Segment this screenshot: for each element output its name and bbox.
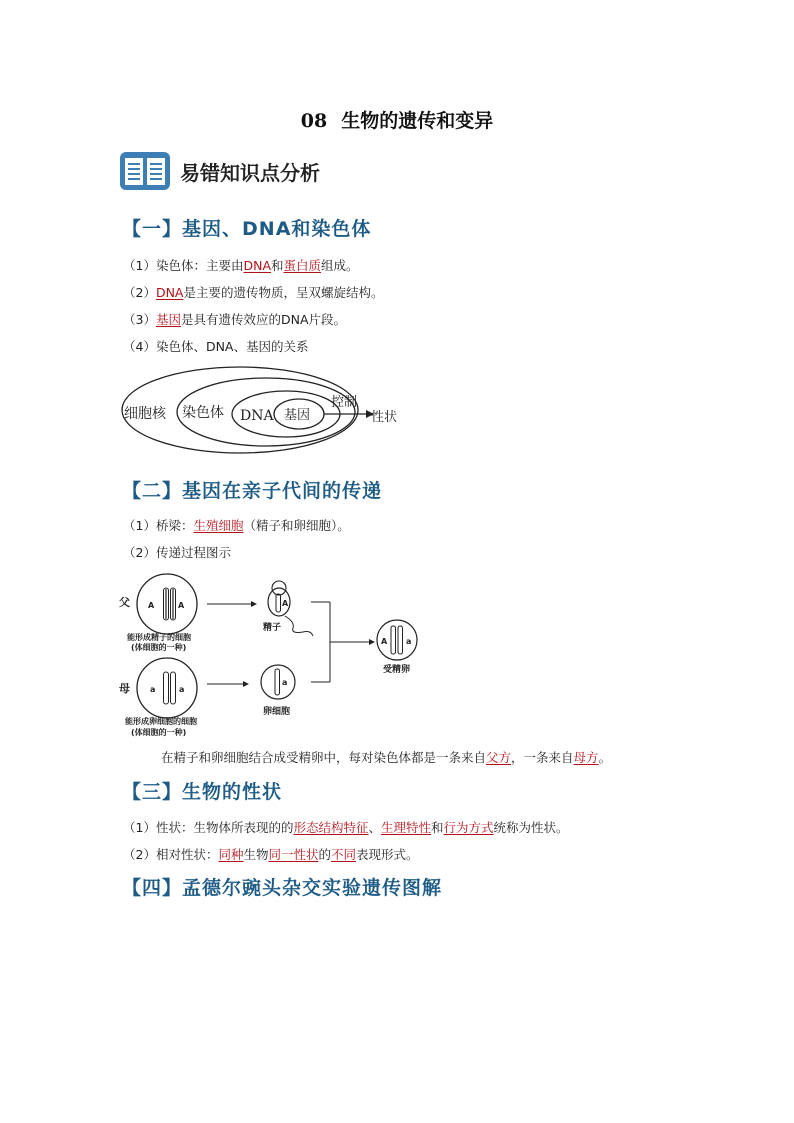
section-heading-3: 【三】生物的性状 — [122, 781, 283, 803]
svg-text:a: a — [406, 637, 412, 646]
section-heading-2: 【二】基因在亲子代间的传递 — [122, 480, 383, 502]
answer-blank: 生殖细胞 — [193, 518, 244, 533]
answer-blank: 同一性状 — [268, 847, 319, 862]
svg-text:a: a — [179, 685, 185, 694]
title-text: 生物的遗传和变异 — [341, 110, 494, 132]
banner-text: 易错知识点分析 — [180, 160, 320, 185]
answer-blank: 形态结构特征 — [293, 820, 369, 835]
svg-text:A: A — [148, 601, 155, 610]
section-heading-4: 【四】孟德尔豌头杂交实验遗传图解 — [122, 877, 443, 899]
nested-relationship-diagram — [118, 362, 408, 456]
label-father-cell-note: (体细胞的一种) — [131, 643, 187, 652]
open-book-icon — [118, 150, 172, 192]
label-gene: 基因 — [284, 408, 311, 423]
inheritance-transmission-diagram — [115, 566, 425, 744]
section-banner — [118, 150, 320, 192]
svg-text:a: a — [282, 678, 288, 687]
svg-text:A: A — [178, 601, 185, 610]
s1-line-4: （4）染色体、DNA、基因的关系 — [123, 339, 309, 354]
answer-blank: 母方 — [573, 750, 599, 765]
s2-line-1: （1）桥梁：生殖细胞（精子和卵细胞）。 — [123, 518, 350, 533]
answer-blank: 不同 — [331, 847, 357, 862]
s1-line-1: （1）染色体：主要由DNA和蛋白质组成。 — [123, 258, 359, 273]
svg-text:a: a — [150, 685, 156, 694]
answer-blank: 父方 — [486, 750, 512, 765]
label-control: 控制 — [331, 395, 358, 410]
answer-blank: 生理特性 — [381, 820, 432, 835]
s2-line-3: 在精子和卵细胞结合成受精卵中，每对染色体都是一条来自父方，一条来自母方。 — [161, 750, 612, 765]
label-chromosome: 染色体 — [182, 405, 224, 421]
label-mother-cell: 能形成卵细胞的细胞 — [125, 717, 197, 726]
label-mother: 母 — [119, 682, 130, 695]
answer-blank: 基因 — [155, 312, 181, 327]
label-trait: 性状 — [371, 410, 398, 425]
page-title — [0, 106, 794, 133]
answer-blank: 蛋白质 — [283, 258, 322, 273]
s1-line-3: （3）基因是具有遗传效应的DNA片段。 — [123, 312, 346, 327]
answer-blank: 同种 — [218, 847, 244, 862]
label-mother-cell-note: (体细胞的一种) — [131, 728, 187, 737]
title-number: 08 — [300, 110, 328, 132]
svg-text:A: A — [282, 599, 289, 608]
s1-line-2: （2）DNA是主要的遗传物质，呈双螺旋结构。 — [123, 285, 384, 300]
answer-blank: 行为方式 — [443, 820, 494, 835]
label-sperm: 精子 — [263, 623, 282, 633]
s2-line-2: （2）传递过程图示 — [123, 545, 231, 560]
s3-line-1: （1）性状：生物体所表现的的形态结构特征、生理特性和行为方式统称为性状。 — [123, 820, 569, 835]
label-father: 父 — [119, 596, 130, 609]
label-nucleus: 细胞核 — [124, 406, 166, 422]
label-dna: DNA — [240, 408, 274, 424]
section-heading-1: 【一】基因、DNA和染色体 — [122, 218, 372, 240]
s3-line-2: （2）相对性状：同种生物同一性状的不同表现形式。 — [123, 847, 419, 862]
svg-text:A: A — [381, 637, 388, 646]
label-father-cell: 能形成精子的细胞 — [127, 633, 191, 642]
label-egg: 卵细胞 — [263, 707, 291, 717]
answer-blank: DNA — [155, 285, 184, 300]
label-zygote: 受精卵 — [383, 665, 411, 675]
answer-blank: DNA — [243, 258, 271, 273]
